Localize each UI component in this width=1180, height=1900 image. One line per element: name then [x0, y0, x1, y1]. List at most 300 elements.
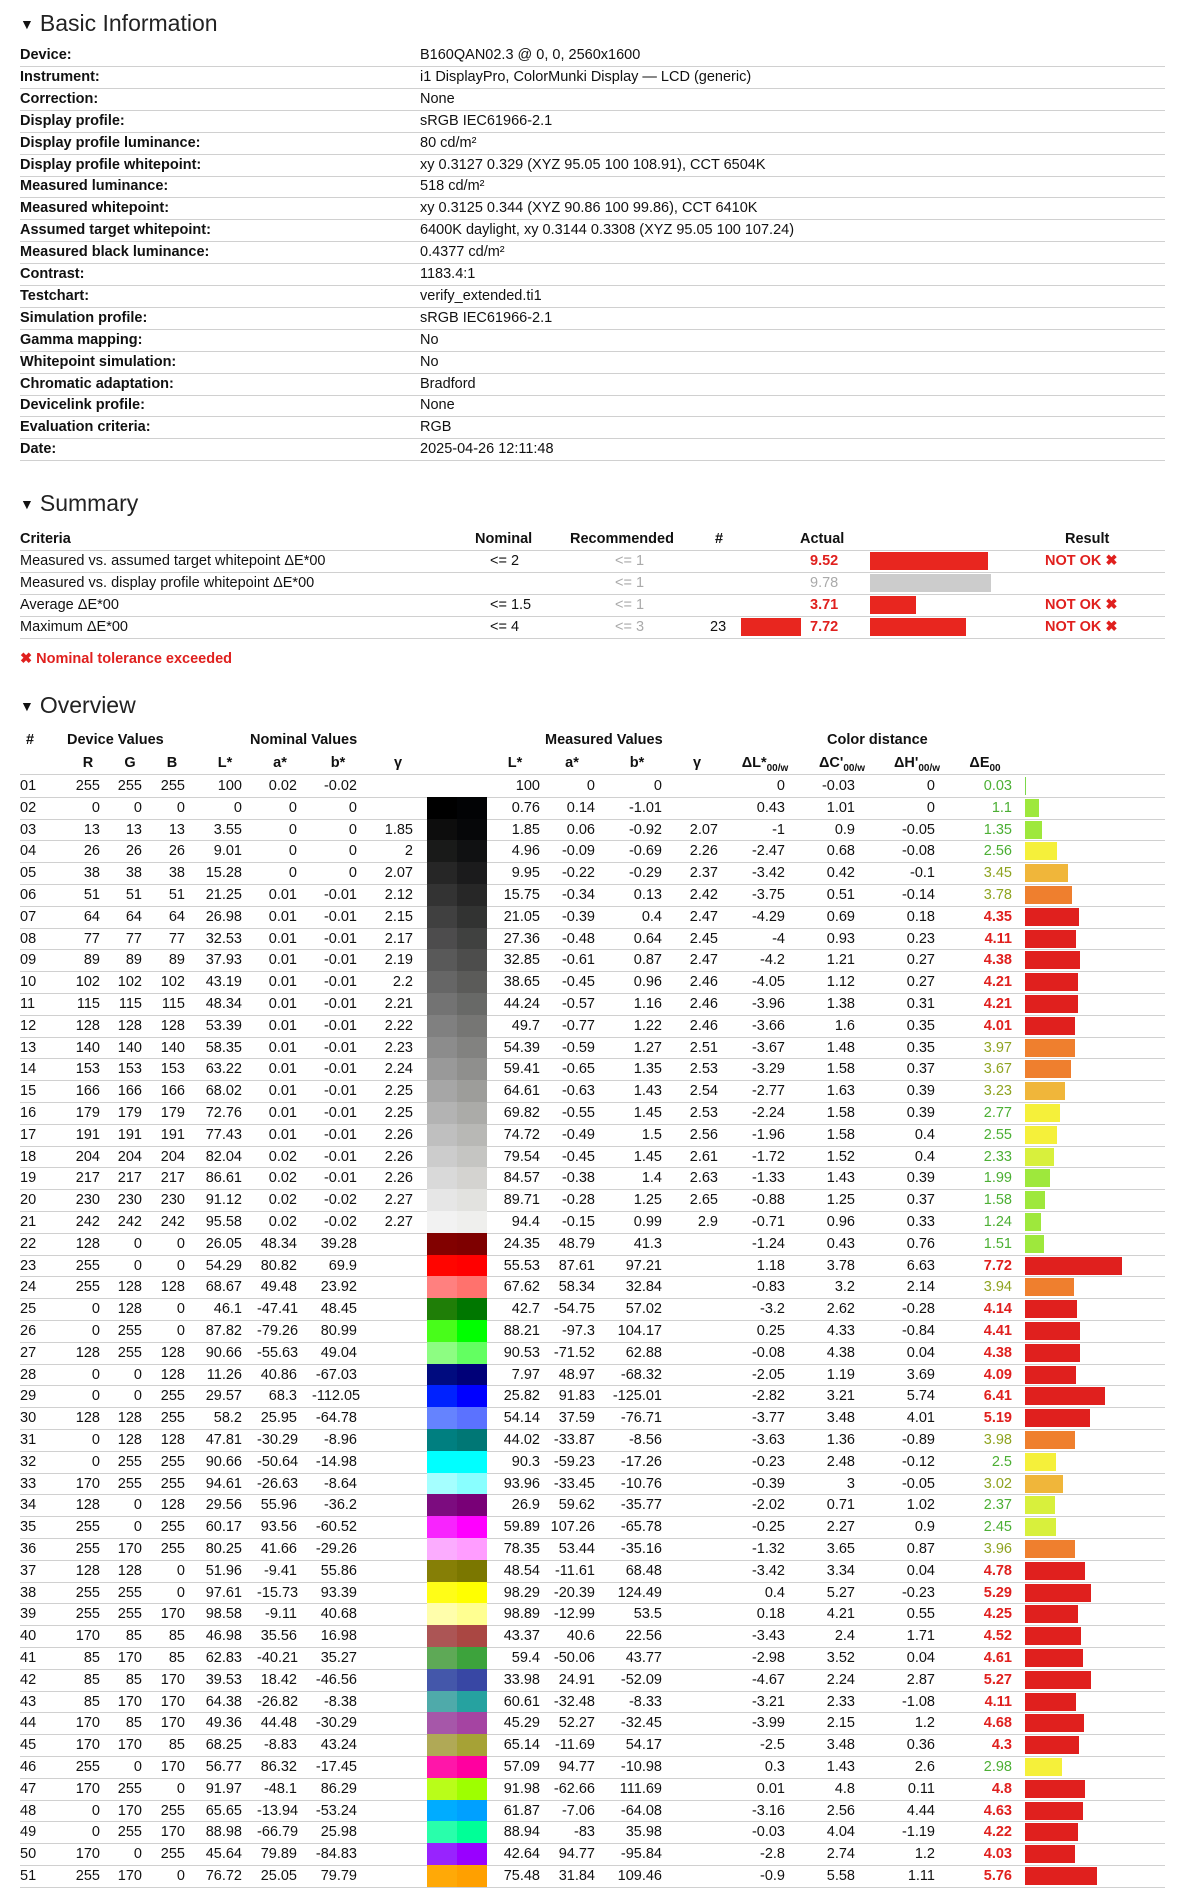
- cell-delta-l: -0.23: [751, 1453, 785, 1470]
- cell-nom-b: -17.45: [315, 1759, 357, 1775]
- cell-meas-b: -64.08: [620, 1802, 662, 1819]
- cell-nom-b: -64.78: [315, 1410, 357, 1427]
- color-swatch: [427, 1647, 487, 1669]
- delta-e-bar: [1025, 1235, 1044, 1253]
- cell-delta-c: 4.04: [826, 1824, 855, 1841]
- cell-nom-gamma: 2.07: [384, 865, 413, 882]
- cell-meas-a: 24.91: [558, 1671, 595, 1688]
- cell-meas-gamma: 2.46: [689, 974, 718, 991]
- cell-delta-h: 0.37: [906, 1061, 935, 1078]
- cell-nom-gamma: 2.21: [384, 996, 413, 1012]
- cell-nom-b: 49.04: [320, 1344, 357, 1361]
- cell-meas-b: 1.22: [633, 1017, 662, 1034]
- cell-nom-a: 25.95: [260, 1410, 297, 1427]
- cell-meas-a: -62.66: [553, 1780, 595, 1797]
- cell-meas-a: -11.69: [554, 1737, 595, 1754]
- cell-meas-l: 98.29: [503, 1584, 540, 1601]
- recommended-cell: <= 1: [615, 553, 645, 569]
- cell-nom-b: 48.45: [320, 1301, 357, 1318]
- cell-nom-l: 21.25: [205, 887, 242, 903]
- cell-nom-a: 0.01: [268, 930, 297, 947]
- cell-delta-c: 4.21: [826, 1606, 855, 1623]
- cell-num: 38: [20, 1584, 37, 1601]
- cell-meas-gamma: 2.9: [697, 1214, 718, 1230]
- cell-nom-b: -0.01: [323, 996, 357, 1012]
- actual-bar: [870, 552, 988, 570]
- cell-nom-b: -0.01: [323, 1105, 357, 1121]
- cell-nom-a: -55.63: [257, 1344, 299, 1361]
- color-swatch: [427, 1494, 487, 1516]
- criteria-cell: Measured vs. assumed target whitepoint ΔE*00: [20, 553, 326, 569]
- cell-r: 26: [83, 843, 100, 860]
- cell-meas-l: 42.7: [511, 1301, 540, 1318]
- cell-g: 26: [125, 843, 142, 860]
- cell-nom-b: 39.28: [320, 1235, 357, 1252]
- cell-meas-b: 53.5: [633, 1606, 662, 1623]
- cell-nom-b: 0: [348, 799, 357, 816]
- cell-delta-e: 4.63: [983, 1802, 1012, 1819]
- cell-nom-b: -0.02: [323, 1192, 357, 1209]
- cell-delta-e: 1.51: [983, 1235, 1012, 1252]
- delta-e-bar: [1025, 1693, 1076, 1711]
- cell-nom-l: 72.76: [205, 1105, 242, 1121]
- cell-meas-a: -0.63: [561, 1083, 595, 1100]
- color-swatch: [427, 1233, 487, 1255]
- result-cell: NOT OK ✖: [1045, 553, 1118, 569]
- cell-meas-a: -54.75: [553, 1301, 595, 1318]
- cell-nom-l: 77.43: [205, 1126, 242, 1143]
- cell-num: 41: [20, 1650, 37, 1666]
- cell-g: 85: [125, 1628, 142, 1645]
- cell-meas-l: 54.39: [503, 1039, 540, 1056]
- cell-meas-a: -0.49: [561, 1126, 595, 1143]
- cell-r: 170: [75, 1715, 100, 1732]
- cell-nom-b: 0: [348, 843, 357, 860]
- cell-nom-a: 93.56: [260, 1519, 297, 1536]
- cell-delta-c: 2.15: [826, 1715, 855, 1732]
- cell-meas-l: 75.48: [503, 1868, 540, 1884]
- cell-delta-h: 0.04: [906, 1650, 935, 1666]
- cell-meas-l: 65.14: [503, 1737, 540, 1754]
- info-value: sRGB IEC61966-2.1: [420, 112, 553, 129]
- color-swatch: [427, 819, 487, 841]
- cell-num: 21: [20, 1214, 37, 1230]
- info-row: [20, 438, 1165, 461]
- cell-b: 128: [160, 1344, 185, 1361]
- summary-header-row: [20, 528, 1165, 551]
- cell-num: 04: [20, 843, 37, 860]
- cell-meas-b: 1.45: [633, 1105, 662, 1121]
- cell-nom-gamma: 1.85: [384, 821, 413, 838]
- cell-delta-h: 0: [926, 778, 935, 794]
- cell-nom-b: -0.01: [323, 1017, 357, 1034]
- cell-delta-l: -1.32: [751, 1541, 785, 1557]
- table-row: [20, 1538, 1165, 1561]
- cell-nom-gamma: 2.25: [384, 1105, 413, 1121]
- info-key: Display profile whitepoint:: [20, 156, 202, 173]
- info-key: Display profile luminance:: [20, 134, 201, 151]
- cell-b: 179: [160, 1105, 185, 1121]
- criteria-header: Criteria: [20, 531, 71, 547]
- color-swatch: [427, 949, 487, 971]
- color-swatch: [427, 1429, 487, 1451]
- cell-nom-b: 40.68: [320, 1606, 357, 1623]
- cell-delta-c: 0.43: [826, 1235, 855, 1252]
- table-row: [20, 1473, 1165, 1496]
- cell-meas-l: 45.29: [503, 1715, 540, 1732]
- cell-r: 170: [75, 1475, 100, 1492]
- cell-meas-b: 62.88: [625, 1344, 662, 1361]
- info-value: 2025-04-26 12:11:48: [420, 441, 554, 458]
- info-key: Evaluation criteria:: [20, 419, 151, 436]
- cell-nom-a: -13.94: [257, 1802, 299, 1819]
- cell-delta-l: -2.5: [760, 1737, 785, 1754]
- cell-delta-c: 0.42: [826, 865, 855, 882]
- cell-r: 255: [75, 1519, 100, 1536]
- cell-nom-b: 79.79: [320, 1868, 357, 1884]
- cell-delta-e: 3.78: [983, 887, 1012, 903]
- color-swatch: [427, 1603, 487, 1625]
- summary-toggle[interactable]: [20, 490, 138, 517]
- table-row: [20, 1058, 1165, 1081]
- overview-toggle[interactable]: [20, 692, 136, 719]
- cell-r: 242: [75, 1214, 100, 1230]
- cell-meas-b: -0.92: [628, 821, 662, 838]
- cell-meas-b: 1.25: [633, 1192, 662, 1209]
- table-row: [20, 1298, 1165, 1321]
- cell-meas-b: 0.4: [641, 908, 662, 925]
- cell-nom-l: 51.96: [205, 1562, 242, 1579]
- cell-g: 0: [133, 1388, 142, 1405]
- cell-nom-a: 40.86: [260, 1366, 297, 1383]
- table-row: [20, 840, 1165, 863]
- criteria-cell: Average ΔE*00: [20, 597, 119, 613]
- cell-num: 06: [20, 887, 37, 903]
- color-swatch: [427, 1407, 487, 1429]
- cell-meas-gamma: 2.53: [689, 1105, 718, 1121]
- cell-meas-gamma: 2.26: [689, 843, 718, 860]
- info-value: i1 DisplayPro, ColorMunki Display — LCD (generic): [420, 68, 752, 85]
- cell-meas-l: 59.41: [503, 1061, 540, 1078]
- cell-g: 166: [117, 1083, 142, 1100]
- cell-delta-e: 2.5: [991, 1453, 1012, 1470]
- cell-num: 08: [20, 930, 37, 947]
- info-value: No: [420, 331, 439, 348]
- recommended-cell: <= 1: [615, 575, 645, 591]
- color-swatch: [427, 1211, 487, 1233]
- cell-nom-l: 88.98: [205, 1824, 242, 1841]
- cell-b: 85: [168, 1650, 185, 1666]
- cell-delta-c: 1.58: [826, 1126, 855, 1143]
- nominal-cell: <= 2: [490, 553, 520, 569]
- cell-r: 255: [75, 1584, 100, 1601]
- table-row: [20, 1451, 1165, 1474]
- recommended-header: Recommended: [570, 531, 674, 547]
- cell-meas-a: -0.34: [561, 887, 595, 903]
- cell-meas-b: 104.17: [617, 1323, 662, 1339]
- cell-meas-l: 78.35: [503, 1541, 540, 1557]
- table-row: [20, 1342, 1165, 1365]
- cell-delta-c: 5.58: [826, 1868, 855, 1884]
- cell-meas-a: -33.87: [553, 1432, 595, 1448]
- cell-nom-gamma: 2.12: [384, 887, 413, 903]
- cell-g: 153: [117, 1061, 142, 1078]
- cell-delta-h: -0.12: [901, 1453, 935, 1470]
- color-swatch: [427, 1385, 487, 1407]
- cell-meas-b: 0.13: [633, 887, 662, 903]
- cell-nom-a: -66.79: [257, 1824, 299, 1841]
- cell-b: 0: [176, 1562, 185, 1579]
- cell-meas-gamma: 2.42: [689, 887, 718, 903]
- cell-meas-b: -76.71: [620, 1410, 662, 1427]
- actual-bar: [870, 574, 991, 592]
- info-value: No: [420, 353, 439, 370]
- info-value: B160QAN02.3 @ 0, 0, 2560x1600: [420, 47, 641, 63]
- basic-info-toggle[interactable]: [20, 10, 218, 37]
- delta-e-bar: [1025, 1278, 1074, 1296]
- cell-nom-gamma: 2.25: [384, 1083, 413, 1100]
- cell-num: 49: [20, 1824, 37, 1841]
- cell-meas-b: 54.17: [625, 1737, 662, 1754]
- cell-nom-l: 49.36: [205, 1715, 242, 1732]
- column-header-meas-a: a*: [565, 755, 579, 771]
- cell-nom-a: 0.01: [268, 1017, 297, 1034]
- color-swatch: [427, 797, 487, 819]
- delta-e-bar: [1025, 799, 1039, 817]
- delta-e-bar: [1025, 1518, 1056, 1536]
- cell-nom-a: 0.01: [268, 908, 297, 925]
- cell-meas-l: 1.85: [511, 821, 540, 838]
- cell-b: 128: [160, 1497, 185, 1514]
- table-row: [20, 862, 1165, 885]
- cell-delta-c: 4.8: [834, 1780, 855, 1797]
- cell-num: 40: [20, 1628, 37, 1645]
- cell-delta-h: 0.04: [906, 1562, 935, 1579]
- cell-meas-gamma: 2.46: [689, 996, 718, 1012]
- summary-row: [20, 572, 1165, 595]
- info-row: [20, 263, 1165, 286]
- cell-meas-l: 7.97: [511, 1366, 540, 1383]
- info-row: [20, 373, 1165, 396]
- cell-meas-l: 64.61: [503, 1083, 540, 1100]
- cell-delta-l: -1: [772, 821, 785, 838]
- cell-r: 255: [75, 1279, 100, 1296]
- delta-e-bar: [1025, 842, 1057, 860]
- color-swatch: [427, 1080, 487, 1102]
- cell-g: 255: [117, 1323, 142, 1339]
- cell-nom-gamma: 2.17: [384, 930, 413, 947]
- cell-nom-b: -0.01: [323, 1148, 357, 1165]
- cell-nom-gamma: 2.22: [384, 1017, 413, 1034]
- cell-meas-l: 90.3: [511, 1453, 540, 1470]
- column-header-nom-l: L*: [217, 755, 233, 771]
- cell-delta-e: 4.25: [983, 1606, 1012, 1623]
- cell-nom-b: -84.83: [315, 1846, 357, 1863]
- cell-meas-b: 1.16: [633, 996, 662, 1012]
- cell-meas-l: 57.09: [503, 1759, 540, 1775]
- cell-delta-c: 2.74: [826, 1846, 855, 1863]
- cell-delta-l: -3.99: [751, 1715, 785, 1732]
- delta-e-bar: [1025, 1344, 1080, 1362]
- actual-cell: 9.78: [810, 575, 839, 591]
- cell-delta-e: 3.23: [983, 1083, 1012, 1100]
- info-row: [20, 132, 1165, 155]
- color-swatch: [427, 1102, 487, 1124]
- info-key: Device:: [20, 47, 72, 63]
- cell-b: 166: [160, 1083, 185, 1100]
- cell-meas-a: 0: [586, 778, 595, 794]
- table-row: [20, 1603, 1165, 1626]
- cell-delta-h: 1.2: [914, 1846, 935, 1863]
- cell-delta-e: 4.11: [984, 930, 1012, 947]
- cell-num: 18: [20, 1148, 37, 1165]
- num-group-header: #: [26, 732, 35, 748]
- cell-delta-e: 1.1: [991, 799, 1012, 816]
- delta-e-bar: [1025, 1431, 1075, 1449]
- cell-meas-l: 44.02: [503, 1432, 540, 1448]
- cell-delta-c: 5.27: [826, 1584, 855, 1601]
- cell-delta-l: 0.43: [756, 799, 785, 816]
- cell-meas-a: -0.48: [561, 930, 595, 947]
- cell-g: 170: [117, 1650, 142, 1666]
- cell-meas-l: 26.9: [511, 1497, 540, 1514]
- cell-meas-b: 111.69: [619, 1780, 662, 1797]
- delta-e-bar: [1025, 821, 1042, 839]
- cell-delta-e: 1.99: [983, 1170, 1012, 1187]
- tolerance-note: ✖ Nominal tolerance exceeded: [20, 651, 233, 667]
- cell-delta-c: 0.96: [826, 1214, 855, 1230]
- cell-b: 170: [160, 1671, 185, 1688]
- cell-nom-l: 26.98: [205, 908, 242, 925]
- cell-meas-b: -52.09: [620, 1671, 662, 1688]
- cell-g: 179: [117, 1105, 142, 1121]
- cell-delta-l: -3.63: [751, 1432, 785, 1448]
- cell-g: 170: [117, 1802, 142, 1819]
- cell-delta-c: 4.38: [826, 1344, 855, 1361]
- cell-meas-l: 93.96: [503, 1475, 540, 1492]
- cell-r: 102: [75, 974, 100, 991]
- cell-g: 128: [117, 1432, 142, 1448]
- cell-meas-l: 88.21: [503, 1323, 540, 1339]
- cell-delta-h: -1.19: [901, 1824, 935, 1841]
- info-key: Measured whitepoint:: [20, 200, 170, 217]
- cell-r: 85: [83, 1671, 100, 1688]
- delta-e-bar: [1025, 1082, 1065, 1100]
- cell-delta-e: 5.76: [983, 1868, 1012, 1884]
- cell-meas-gamma: 2.65: [689, 1192, 718, 1209]
- cell-nom-l: 62.83: [205, 1650, 242, 1666]
- cell-delta-l: -0.03: [751, 1824, 785, 1841]
- cell-meas-a: -83: [574, 1824, 595, 1841]
- table-row: [20, 1276, 1165, 1299]
- cell-g: 191: [117, 1126, 142, 1143]
- table-row: [20, 1821, 1165, 1844]
- cell-num: 42: [20, 1671, 37, 1688]
- cell-nom-l: 45.64: [205, 1846, 242, 1863]
- cell-r: 140: [75, 1039, 100, 1056]
- cell-meas-b: -17.26: [620, 1453, 662, 1470]
- cell-meas-gamma: 2.61: [689, 1148, 718, 1165]
- cell-nom-b: -0.01: [323, 930, 357, 947]
- table-row: [20, 884, 1165, 907]
- cell-meas-l: 88.94: [503, 1824, 540, 1841]
- cell-delta-l: -4.05: [751, 974, 785, 991]
- cell-nom-l: 47.81: [205, 1432, 242, 1448]
- delta-e-bar: [1025, 1496, 1055, 1514]
- cell-g: 128: [117, 1562, 142, 1579]
- cell-delta-l: -3.66: [751, 1017, 785, 1034]
- cell-r: 0: [91, 1301, 100, 1318]
- info-key: Contrast:: [20, 266, 85, 282]
- cell-delta-h: 0.27: [906, 952, 935, 969]
- cell-delta-c: 2.33: [826, 1693, 855, 1710]
- info-row: [20, 394, 1165, 417]
- cell-b: 255: [160, 1519, 185, 1536]
- cell-delta-c: 1.43: [826, 1170, 855, 1187]
- table-row: [20, 1189, 1165, 1212]
- cell-delta-e: 0.03: [983, 778, 1012, 794]
- cell-b: 170: [160, 1759, 185, 1775]
- cell-delta-l: -3.2: [760, 1301, 785, 1318]
- cell-delta-c: 3.21: [826, 1388, 855, 1405]
- cell-nom-b: -0.01: [323, 974, 357, 991]
- cell-nom-b: -60.52: [315, 1519, 357, 1536]
- device-values-header: Device Values: [67, 732, 164, 748]
- table-row: [20, 1037, 1165, 1060]
- color-swatch: [427, 1342, 487, 1364]
- cell-g: 128: [117, 1017, 142, 1034]
- cell-b: 89: [168, 952, 185, 969]
- cell-num: 27: [20, 1344, 37, 1361]
- table-row: [20, 1843, 1165, 1866]
- column-header-nom-gamma: γ: [393, 755, 403, 771]
- cell-r: 0: [91, 799, 100, 816]
- cell-delta-h: 3.69: [906, 1366, 935, 1383]
- cell-meas-b: -10.98: [620, 1759, 662, 1775]
- table-row: [20, 1167, 1165, 1190]
- cell-meas-b: -32.45: [620, 1715, 662, 1732]
- table-row: [20, 1516, 1165, 1539]
- cell-delta-l: -1.72: [751, 1148, 785, 1165]
- info-value: None: [420, 397, 455, 414]
- table-row: [20, 1691, 1165, 1714]
- cell-delta-c: 1.12: [826, 974, 855, 991]
- delta-e-bar: [1025, 1409, 1090, 1427]
- cell-delta-c: 3.52: [826, 1650, 855, 1666]
- cell-r: 0: [91, 1432, 100, 1448]
- cell-num: 44: [20, 1715, 37, 1732]
- cell-nom-a: 0: [288, 843, 297, 860]
- cell-num: 02: [20, 799, 37, 816]
- cell-meas-l: 43.37: [503, 1628, 540, 1645]
- cell-meas-b: 0.64: [633, 930, 662, 947]
- info-value: 1183.4:1: [420, 266, 476, 282]
- cell-nom-gamma: 2.26: [384, 1170, 413, 1187]
- cell-delta-c: 1.52: [826, 1148, 855, 1165]
- cell-nom-a: 0.01: [268, 1061, 297, 1078]
- cell-delta-h: 1.02: [906, 1497, 935, 1514]
- cell-meas-gamma: 2.07: [689, 821, 718, 838]
- cell-nom-l: 76.72: [205, 1868, 242, 1884]
- cell-num: 26: [20, 1323, 37, 1339]
- cell-delta-h: -0.84: [901, 1323, 935, 1339]
- cell-num: 15: [20, 1083, 37, 1100]
- cell-b: 85: [168, 1628, 185, 1645]
- cell-g: 230: [117, 1192, 142, 1209]
- cell-nom-l: 82.04: [205, 1148, 242, 1165]
- delta-e-bar: [1025, 777, 1026, 795]
- cell-r: 0: [91, 1802, 100, 1819]
